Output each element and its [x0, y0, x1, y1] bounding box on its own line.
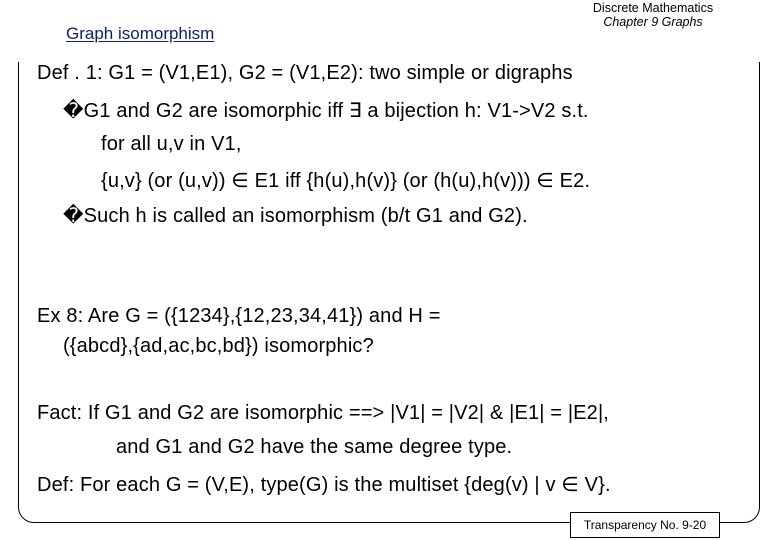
fact-line: and G1 and G2 have the same degree type. [116, 436, 513, 458]
definition-line: Def . 1: G1 = (V1,E1), G2 = (V1,E2): two simple or digraphs [37, 62, 573, 84]
chapter-name: Chapter 9 Graphs [603, 15, 703, 29]
course-name: Discrete Mathematics [592, 1, 714, 15]
example-line: ({abcd},{ad,ac,bc,bd}) isomorphic? [63, 335, 374, 357]
definition-line: for all u,v in V1, [101, 133, 242, 155]
type-definition-line: Def: For each G = (V,E), type(G) is the multiset {deg(v) | v ∈ V}. [37, 474, 611, 496]
definition-line: {u,v} (or (u,v)) ∈ E1 iff {h(u),h(v)} (or (h(u),h(v))) ∈ E2. [101, 170, 591, 192]
bullet-isomorphism: �Such h is called an isomorphism (b/t G1 and G2). [63, 205, 528, 227]
slide-title: Graph isomorphism [66, 24, 215, 43]
fact-line: Fact: If G1 and G2 are isomorphic ==> |V1| = |V2| & |E1| = |E2|, [37, 402, 610, 424]
transparency-number: Transparency No. 9-20 [570, 512, 720, 538]
bullet-isomorphic: �G1 and G2 are isomorphic iff ∃ a bijection h: V1->V2 s.t. [63, 100, 589, 122]
example-line: Ex 8: Are G = ({1234},{12,23,34,41}) and H = [37, 305, 441, 327]
course-label [568, 1, 738, 29]
